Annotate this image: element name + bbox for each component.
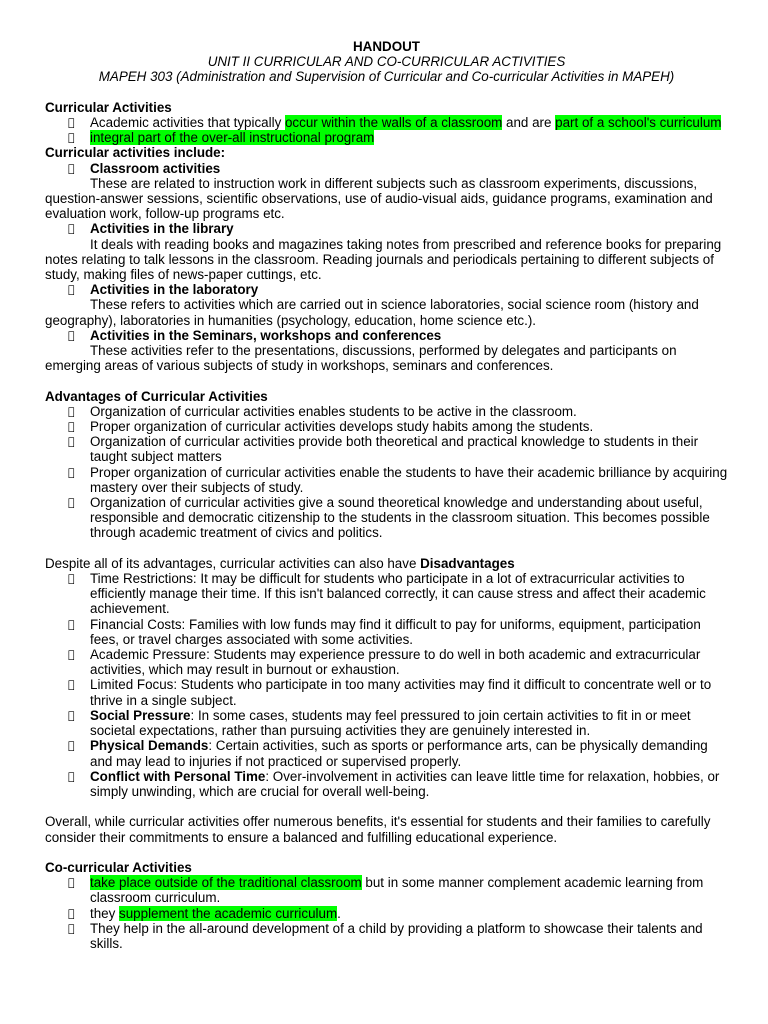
bullet-icon bbox=[68, 875, 75, 890]
list-item: They help in the all-around development of a child by providing a platform to showcase their talents and skills. bbox=[45, 921, 728, 951]
bullet-icon bbox=[68, 769, 75, 784]
list-item: Time Restrictions: It may be difficult for students who participate in a lot of extracurricular activities to efficiently manage their time. If this isn't balanced correctly, it can cause stress and affect their academic achievement. bbox=[45, 571, 728, 617]
curricular-heading: Curricular Activities bbox=[45, 99, 172, 115]
unit-subtitle: UNIT II CURRICULAR AND CO-CURRICULAR ACTIVITIES bbox=[207, 54, 566, 70]
bullet-icon bbox=[68, 921, 75, 936]
list-item: take place outside of the traditional classroom but in some manner complement academic learning from classroom curriculum. bbox=[45, 875, 728, 905]
list-item: Classroom activities bbox=[45, 161, 728, 176]
list-item: Organization of curricular activities give a sound theoretical knowledge and understanding about useful, responsible and democratic citizenship to the students in the classroom situation. This becomes possible through academic treatment of civics and politics. bbox=[45, 495, 728, 541]
bullet-icon bbox=[68, 571, 75, 586]
list-item: Physical Demands: Certain activities, such as sports or performance arts, can be physically demanding and may lead to injuries if not practiced or supervised properly. bbox=[45, 738, 728, 768]
list-item: Academic activities that typically occur within the walls of a classroom and are part of a school's curriculum bbox=[45, 115, 728, 130]
list-item: Organization of curricular activities enables students to be active in the classroom. bbox=[45, 404, 728, 419]
list-item: Activities in the library bbox=[45, 221, 728, 236]
bullet-icon bbox=[68, 434, 75, 449]
include-heading: Curricular activities include: bbox=[45, 145, 226, 161]
paragraph: These refers to activities which are carried out in science laboratories, social science room (history and geography), laboratories in humanities (psychology, education, home science etc.). bbox=[45, 297, 699, 328]
paragraph: These activities refer to the presentations, discussions, performed by delegates and participants on emerging areas of various subjects of study in workshops, seminars and conferences. bbox=[45, 343, 677, 374]
bullet-icon bbox=[68, 906, 75, 921]
disadvantages-intro: Despite all of its advantages, curricular activities can also have Disadvantages bbox=[45, 555, 515, 571]
list-item: Financial Costs: Families with low funds may find it difficult to pay for uniforms, equipment, participation fees, or travel charges associated with some activities. bbox=[45, 617, 728, 647]
list-item: Limited Focus: Students who participate in too many activities may find it difficult to concentrate well or to thrive in a single subject. bbox=[45, 677, 728, 707]
list-item bbox=[45, 130, 728, 145]
bullet-icon bbox=[68, 495, 75, 510]
list-item: Proper organization of curricular activities develops study habits among the students. bbox=[45, 419, 728, 434]
bullet-icon bbox=[68, 647, 75, 662]
bullet-icon bbox=[68, 617, 75, 632]
bullet-icon bbox=[68, 115, 75, 130]
cocurricular-heading: Co-curricular Activities bbox=[45, 859, 192, 875]
list-item: Activities in the Seminars, workshops and conferences bbox=[45, 328, 728, 343]
bullet-icon bbox=[68, 708, 75, 723]
overall-paragraph: Overall, while curricular activities offer numerous benefits, it's essential for students and their families to carefully consider their commitments to ensure a balanced and fulfilling educational experience. bbox=[45, 814, 711, 845]
list-item: Proper organization of curricular activities enable the students to have their academic brilliance by acquiring mastery over their subjects of study. bbox=[45, 465, 728, 495]
bullet-icon bbox=[68, 282, 75, 297]
bullet-icon bbox=[68, 328, 75, 343]
list-item: Organization of curricular activities provide both theoretical and practical knowledge to students in their taught subject matters bbox=[45, 434, 728, 464]
highlight: integral part of the over-all instructional program bbox=[90, 130, 375, 146]
bullet-icon bbox=[68, 465, 75, 480]
advantages-heading: Advantages of Curricular Activities bbox=[45, 388, 268, 404]
bullet-icon bbox=[68, 221, 75, 236]
bullet-icon bbox=[68, 419, 75, 434]
list-item: Social Pressure: In some cases, students may feel pressured to join certain activities to fit in or meet societal expectations, rather than pursuing activities they are genuinely interested in. bbox=[45, 708, 728, 738]
list-item: Activities in the laboratory bbox=[45, 282, 728, 297]
highlight: take place outside of the traditional classroom bbox=[90, 875, 362, 891]
bullet-icon bbox=[68, 404, 75, 419]
highlight: occur within the walls of a classroom bbox=[284, 115, 503, 130]
bullet-icon bbox=[68, 161, 75, 176]
bullet-icon bbox=[68, 677, 75, 692]
bullet-icon bbox=[68, 738, 75, 753]
list-item: they supplement the academic curriculum. bbox=[45, 906, 728, 921]
course-subtitle: MAPEH 303 (Administration and Supervision of Curricular and Co-curricular Activities in MAPEH) bbox=[98, 69, 675, 85]
highlight: part of a school's curriculum bbox=[555, 115, 722, 130]
highlight: supplement the academic curriculum bbox=[119, 905, 338, 921]
paragraph: These are related to instruction work in different subjects such as classroom experiments, discussions, question-answer sessions, scientific observations, use of audio-visual aids, guidance programs, examination and evaluation work, follow-up programs etc. bbox=[45, 175, 713, 222]
list-item: Conflict with Personal Time: Over-involvement in activities can leave little time for relaxation, hobbies, or simply unwinding, which are crucial for overall well-being. bbox=[45, 769, 728, 799]
list-item: Academic Pressure: Students may experience pressure to do well in both academic and extracurricular activities, which may result in burnout or exhaustion. bbox=[45, 647, 728, 677]
paragraph: It deals with reading books and magazines taking notes from prescribed and reference books for preparing notes relating to talk lessons in the classroom. Reading journals and periodicals pertaining to different subjects of study, making files of news-paper cuttings, etc. bbox=[45, 236, 722, 283]
bullet-icon bbox=[68, 130, 75, 145]
handout-title: HANDOUT bbox=[353, 39, 420, 54]
